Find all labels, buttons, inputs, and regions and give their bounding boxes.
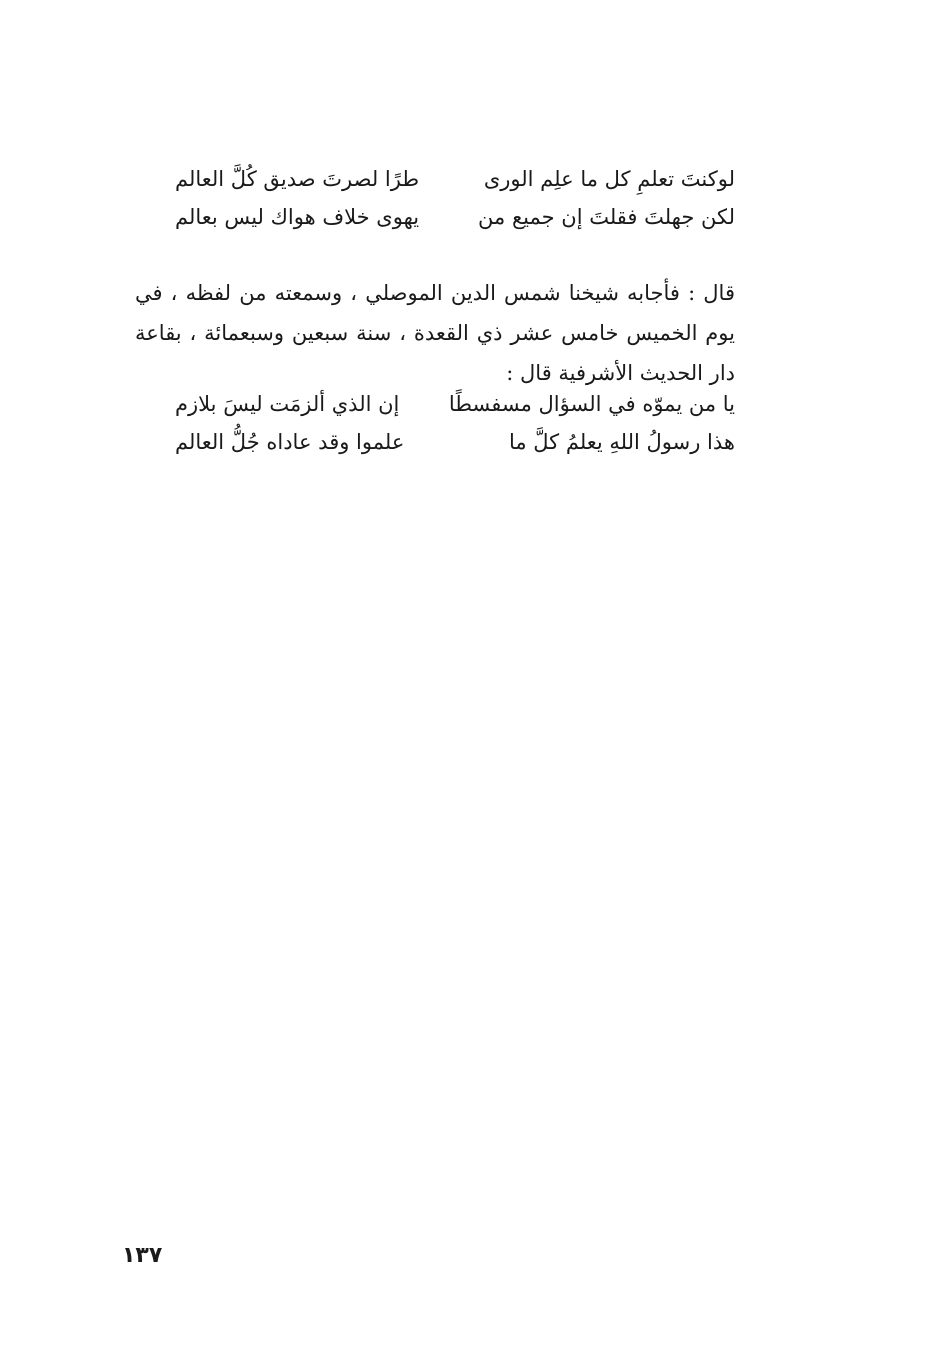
verse — [175, 385, 735, 423]
verse — [175, 160, 735, 198]
hemistich-second: طرًا لصرتَ صديق كُلَّ العالم — [175, 167, 420, 191]
hemistich-first: لكن جهلتَ فقلتَ إن جميع من — [478, 205, 735, 229]
hemistich-first: هذا رسولُ اللهِ يعلمُ كلَّ ما — [508, 430, 735, 454]
hemistich-first: يا من يموّه في السؤال مسفسطًا — [448, 392, 735, 416]
verse — [175, 198, 735, 236]
verse — [175, 423, 735, 461]
hemistich-first: لوكنتَ تعلمِ كل ما علِم الورى — [483, 167, 735, 191]
poem-block-1 — [175, 160, 735, 236]
poem-block-2 — [175, 385, 735, 461]
hemistich-second: يهوى خلاف هواك ليس بعالم — [175, 205, 420, 229]
prose-paragraph: قال : فأجابه شيخنا شمس الدين الموصلي ، وسمعته من لفظه ، في يوم الخميس خامس عشر ذي القعدة ، سنة سبعين وسبعمائة ، بقاعة دار الحديث الأشرفية قال : — [135, 281, 735, 385]
hemistich-second: إن الذي ألزمَت ليسَ بلازم — [175, 392, 400, 416]
hemistich-second: علموا وقد عاداه جُلُّ العالم — [175, 430, 405, 454]
page-number: ١٣٧ — [122, 1243, 163, 1268]
